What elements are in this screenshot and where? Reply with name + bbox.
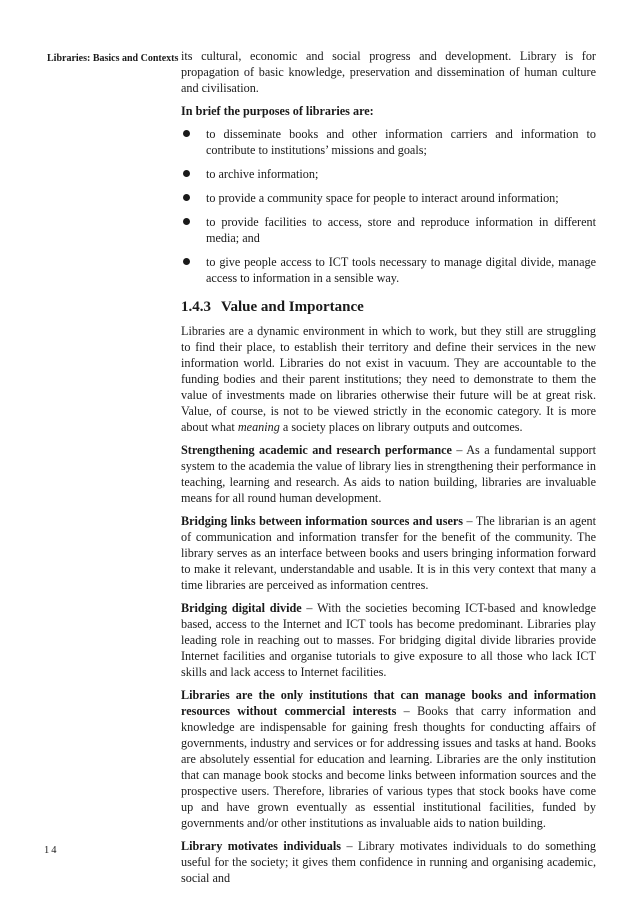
list-item-text: to provide facilities to access, store and reproduce information in different media; and — [206, 215, 596, 245]
point-paragraph — [181, 687, 596, 831]
bullet-icon — [183, 258, 190, 265]
bullet-icon — [183, 218, 190, 225]
list-item — [181, 166, 596, 182]
section-number: 1.4.3 — [181, 299, 211, 315]
list-item — [181, 214, 596, 246]
main-text-column — [181, 48, 596, 893]
list-item-text: to give people access to ICT tools necessary to manage digital divide, manage access to information in a sensible way. — [206, 255, 596, 285]
point-text: – With the societies becoming ICT-based and knowledge based, access to the Internet and ICT tools has become predominant. Libraries play leading role in reaching out to masses. For bridging digital divide libraries provide Internet facilities and organise tutorials to give exposure to all those who lack ICT skills and lack access to Internet facilities. — [181, 601, 596, 679]
point-text: – The librarian is an agent of communication and information transfer for the benefit of the community. The library serves as an interface between books and users bringing information forward to make it relevant, understandable and usable. It is in this very context that many a time libraries are perceived as information centres. — [181, 514, 596, 592]
value-emphasis: meaning — [237, 420, 280, 434]
value-text-start: Libraries are a dynamic environment in which to work, but they still are struggling to find their place, to establish their territory and define their services in the new information world. Libraries do not exist in vacuum. They are accountable to the funding bodies and their parent institutions; they need to demonstrate to them the value of investments made on libraries otherwise their future will be at great risk. Value, of course, is not to be viewed strictly in the economic category. It is more about what — [181, 324, 596, 434]
point-term: Library motivates individuals — [181, 839, 341, 853]
value-paragraph — [181, 323, 596, 435]
point-term: Bridging digital divide — [181, 601, 302, 615]
running-header-label: Libraries: Basics and Contexts — [47, 53, 179, 64]
value-text-end: a society places on library outputs and outcomes. — [279, 420, 523, 434]
point-text: – As a fundamental support system to the academia the value of library lies in strengthening their performance in teaching, learning and research. As aids to nation building, libraries are invaluable means for all round human development. — [181, 443, 596, 505]
point-paragraph — [181, 838, 596, 886]
list-item-text: to archive information; — [206, 167, 319, 181]
point-paragraph — [181, 513, 596, 593]
bullet-icon — [183, 130, 190, 137]
list-item-text: to disseminate books and other information carriers and information to contribute to institutions’ missions and goals; — [206, 127, 596, 157]
point-term: Bridging links between information sources and users — [181, 514, 464, 528]
point-term: Libraries are the only institutions that can manage books and information resources without commercial interests — [181, 688, 596, 718]
purposes-list — [181, 126, 596, 286]
point-term: Strengthening academic and research performance — [181, 443, 452, 457]
list-item — [181, 190, 596, 206]
purposes-heading: In brief the purposes of libraries are: — [181, 104, 374, 118]
bullet-icon — [183, 170, 190, 177]
section-title: Value and Importance — [221, 299, 364, 315]
point-paragraph — [181, 600, 596, 680]
page-number: 14 — [44, 845, 59, 856]
point-paragraph — [181, 442, 596, 506]
point-text: – Books that carry information and knowledge are indispensable for gaining fresh thoughts for conducting affairs of governments, industry and services or for addressing issues and tasks at hand. Books are absolutely essential for education and learning. Libraries are the only institution that can manage book stocks and become links between information sources and the prospective users. Therefore, libraries of various types that stock books have come up and have grown eventually as essential institutional facilities, funded by governments and/or other institutions as invaluable aids to nation building. — [181, 704, 596, 830]
list-item-text: to provide a community space for people to interact around information; — [206, 191, 559, 205]
list-item — [181, 254, 596, 286]
list-item — [181, 126, 596, 158]
bullet-icon — [183, 194, 190, 201]
intro-paragraph: its cultural, economic and social progress and development. Library is for propagation of basic knowledge, preservation and dissemination of human culture and civilisation. — [181, 49, 596, 95]
point-text: – Library motivates individuals to do something useful for the society; it gives them confidence in running and organising academic, social and — [181, 839, 596, 885]
section-heading — [181, 298, 596, 316]
